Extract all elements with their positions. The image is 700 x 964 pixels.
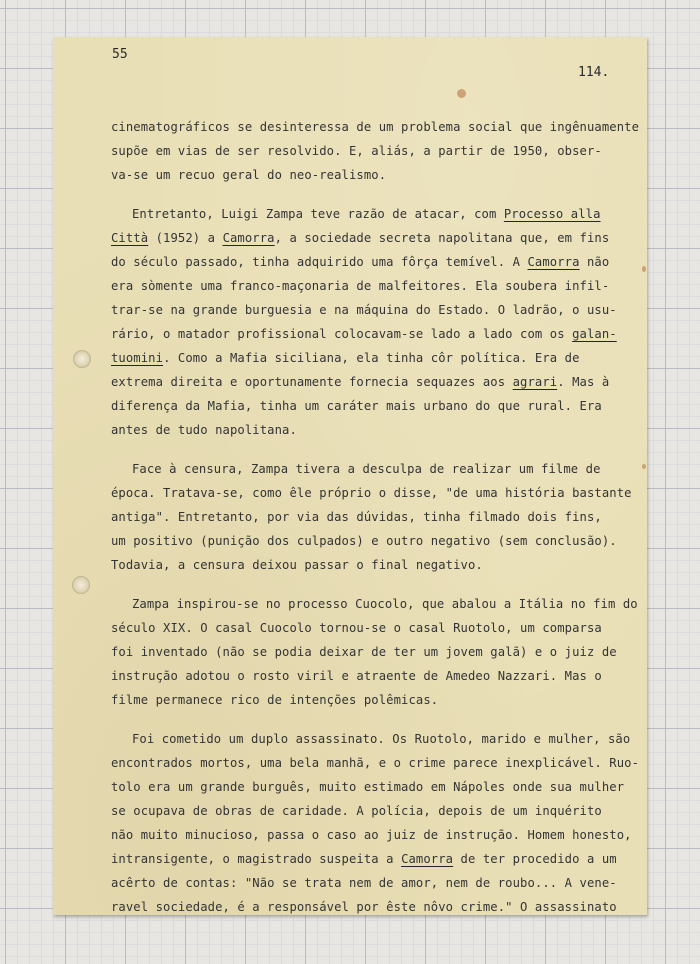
- text-line: [111, 202, 621, 226]
- paragraph: [111, 457, 632, 577]
- document-body: [111, 115, 640, 919]
- text-segment: antes de tudo napolitana.: [111, 423, 297, 437]
- underlined-term: Camorra: [527, 255, 580, 269]
- text-line: [111, 727, 631, 751]
- paragraph-gap: [111, 712, 621, 727]
- rust-stain: [457, 89, 466, 98]
- punch-hole-top: [73, 350, 91, 368]
- page-number-right: 114.: [578, 65, 610, 80]
- text-segment: encontrados mortos, uma bela manhã, e o crime parece inexplicável. Ruo-: [111, 756, 640, 770]
- text-segment: um positivo (punição dos culpados) e outro negativo (sem conclusão).: [111, 534, 617, 548]
- text-segment: de ter procedido a um: [453, 852, 617, 866]
- punch-hole-bottom: [72, 576, 90, 594]
- underlined-term: Processo alla: [503, 207, 601, 221]
- text-line: [111, 226, 621, 250]
- underlined-term: Camorra: [222, 231, 275, 245]
- text-line: [111, 274, 621, 298]
- text-line: [111, 616, 621, 640]
- text-line: [111, 751, 640, 775]
- text-line: [111, 394, 621, 418]
- text-segment: diferença da Mafia, tinha um caráter mais urbano do que rural. Era: [111, 399, 602, 413]
- text-line: [111, 871, 621, 895]
- text-segment: , a sociedade secreta napolitana que, em fins: [274, 231, 610, 245]
- text-segment: acêrto de contas: "Não se trata nem de amor, nem de roubo... A vene-: [111, 876, 617, 890]
- text-segment: . Como a Mafia siciliana, ela tinha côr política. Era de: [163, 351, 580, 365]
- text-line: [111, 640, 621, 664]
- text-line: [111, 592, 638, 616]
- text-segment: ravel sociedade, é a responsável por êste nôvo crime." O assassinato: [111, 900, 617, 914]
- rust-stain: [642, 266, 646, 272]
- text-line: [111, 346, 621, 370]
- text-line: [111, 775, 625, 799]
- underlined-term: agrari: [512, 375, 558, 389]
- text-segment: antiga". Entretanto, por via das dúvidas, tinha filmado dois fins,: [111, 510, 602, 524]
- text-line: [111, 322, 621, 346]
- text-segment: rário, o matador profissional colocavam-se lado a lado com os: [111, 327, 573, 341]
- text-segment: século XIX. O casal Cuocolo tornou-se o casal Ruotolo, um comparsa: [111, 621, 602, 635]
- text-line: [111, 457, 621, 481]
- rust-stain: [642, 464, 646, 469]
- text-line: [111, 664, 621, 688]
- text-line: [111, 529, 621, 553]
- text-segment: (1952) a: [148, 231, 223, 245]
- text-line: [111, 895, 621, 919]
- text-line: [111, 250, 621, 274]
- paragraph: [111, 727, 640, 919]
- text-segment: se ocupava de obras de caridade. A polícia, depois de um inquérito: [111, 804, 602, 818]
- text-line: [111, 298, 621, 322]
- underlined-term: Camorra: [401, 852, 454, 866]
- paragraph-gap: [111, 187, 621, 202]
- text-segment: Entretanto, Luigi Zampa teve razão de atacar, com: [132, 207, 504, 221]
- paragraph: [111, 592, 638, 712]
- text-segment: va-se um recuo geral do neo-realismo.: [111, 168, 387, 182]
- text-line: [111, 115, 640, 139]
- text-segment: intransigente, o magistrado suspeita a: [111, 852, 402, 866]
- text-segment: foi inventado (não se podia deixar de ter um jovem galã) e o juiz de: [111, 645, 617, 659]
- text-segment: não muito minucioso, passa o caso ao juiz de instrução. Homem honesto,: [111, 828, 632, 842]
- paragraph-gap: [111, 442, 621, 457]
- text-segment: Face à censura, Zampa tivera a desculpa de realizar um filme de: [132, 462, 601, 476]
- text-line: [111, 823, 632, 847]
- text-line: [111, 418, 621, 442]
- text-segment: trar-se na grande burguesia e na máquina do Estado. O ladrão, o usu-: [111, 303, 617, 317]
- paragraph: [111, 115, 640, 187]
- text-segment: tolo era um grande burguês, muito estimado em Nápoles onde sua mulher: [111, 780, 625, 794]
- text-segment: não: [579, 255, 610, 269]
- text-line: [111, 163, 621, 187]
- text-line: [111, 847, 621, 871]
- text-segment: Foi cometido um duplo assassinato. Os Ruotolo, marido e mulher, são: [132, 732, 631, 746]
- underlined-term: Città: [111, 231, 149, 245]
- underlined-term: tuomini: [111, 351, 164, 365]
- text-line: [111, 799, 621, 823]
- underlined-term: galan-: [572, 327, 617, 341]
- text-segment: do século passado, tinha adquirido uma fôrça temível. A: [111, 255, 528, 269]
- text-line: [111, 370, 621, 394]
- page-number-left: 55: [112, 47, 128, 62]
- text-line: [111, 505, 621, 529]
- text-segment: filme permanece rico de intenções polêmicas.: [111, 693, 439, 707]
- text-segment: Zampa inspirou-se no processo Cuocolo, que abalou a Itália no fim do: [132, 597, 638, 611]
- text-segment: . Mas à: [557, 375, 610, 389]
- paragraph: [111, 202, 621, 442]
- text-segment: era sòmente uma franco-maçonaria de malfeitores. Ela soubera infil-: [111, 279, 610, 293]
- text-segment: Todavia, a censura deixou passar o final negativo.: [111, 558, 483, 572]
- text-line: [111, 481, 632, 505]
- text-segment: extrema direita e oportunamente fornecia sequazes aos: [111, 375, 513, 389]
- text-line: [111, 139, 621, 163]
- text-segment: época. Tratava-se, como êle próprio o disse, "de uma história bastante: [111, 486, 632, 500]
- text-segment: instrução adotou o rosto viril e atraente de Amedeo Nazzari. Mas o: [111, 669, 602, 683]
- typewritten-page: [53, 37, 647, 915]
- text-segment: supõe em vias de ser resolvido. E, aliás, a partir de 1950, obser-: [111, 144, 602, 158]
- text-line: [111, 688, 621, 712]
- paragraph-gap: [111, 577, 621, 592]
- text-line: [111, 553, 621, 577]
- text-segment: cinematográficos se desinteressa de um problema social que ingênuamente: [111, 120, 640, 134]
